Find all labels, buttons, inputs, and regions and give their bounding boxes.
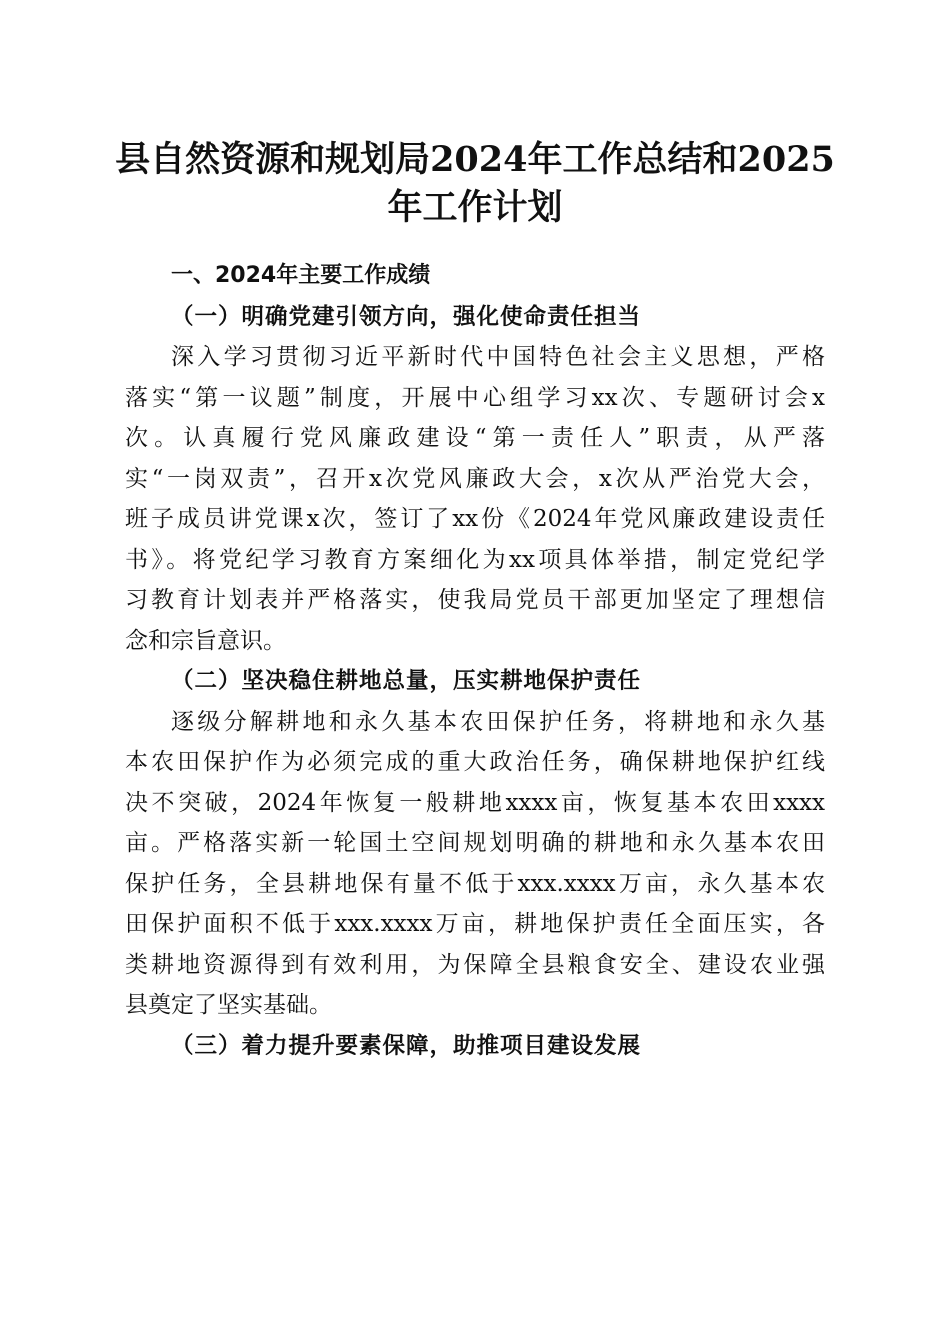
section-heading: 一、2024年主要工作成绩: [171, 263, 431, 288]
paragraph-line: 亩。严格落实新一轮国土空间规划明确的耕地和永久基本农田: [125, 830, 825, 856]
paragraph-line: 田保护面积不低于xxx.xxxx万亩，耕地保护责任全面压实，各: [125, 911, 825, 937]
title-line: 年工作计划: [387, 187, 563, 228]
paragraph-line: 本农田保护作为必须完成的重大政治任务，确保耕地保护红线: [125, 749, 825, 775]
paragraph: [125, 337, 825, 661]
subsection-heading: （一）明确党建引领方向，强化使命责任担当: [171, 303, 642, 330]
paragraph-line: 类耕地资源得到有效利用，为保障全县粮食安全、建设农业强: [125, 951, 825, 978]
subsection-heading: （三）着力提升要素保障，助推项目建设发展: [171, 1032, 642, 1059]
paragraph-line: 书》。将党纪学习教育方案细化为xx项具体举措，制定党纪学: [125, 546, 825, 573]
paragraph-line: 落实“第一议题”制度，开展中心组学习xx次、专题研讨会x: [125, 384, 825, 411]
paragraph-line: 深入学习贯彻习近平新时代中国特色社会主义思想，严格: [171, 344, 825, 370]
subsection-heading: （二）坚决稳住耕地总量，压实耕地保护责任: [171, 668, 642, 694]
paragraph-line: 县奠定了坚实基础。: [125, 992, 332, 1018]
paragraph-line: 念和宗旨意识。: [125, 627, 286, 654]
document-body: [125, 256, 825, 1066]
paragraph-line: 逐级分解耕地和永久基本农田保护任务，将耕地和永久基: [171, 708, 825, 735]
paragraph: [125, 702, 825, 1026]
title-line: 县自然资源和规划局2024年工作总结和2025: [115, 139, 835, 180]
document-title: [110, 136, 840, 232]
paragraph-line: 实“一岗双责”，召开x次党风廉政大会，x次从严治党大会，: [125, 465, 825, 492]
paragraph-line: 习教育计划表并严格落实，使我局党员干部更加坚定了理想信: [125, 587, 825, 613]
paragraph-line: 班子成员讲党课x次，签订了xx份《2024年党风廉政建设责任: [125, 506, 825, 532]
paragraph-line: 决不突破，2024年恢复一般耕地xxxx亩，恢复基本农田xxxx: [125, 789, 825, 816]
paragraph-line: 次。认真履行党风廉政建设“第一责任人”职责，从严落: [125, 425, 825, 451]
paragraph-line: 保护任务，全县耕地保有量不低于xxx.xxxx万亩，永久基本农: [125, 870, 825, 897]
